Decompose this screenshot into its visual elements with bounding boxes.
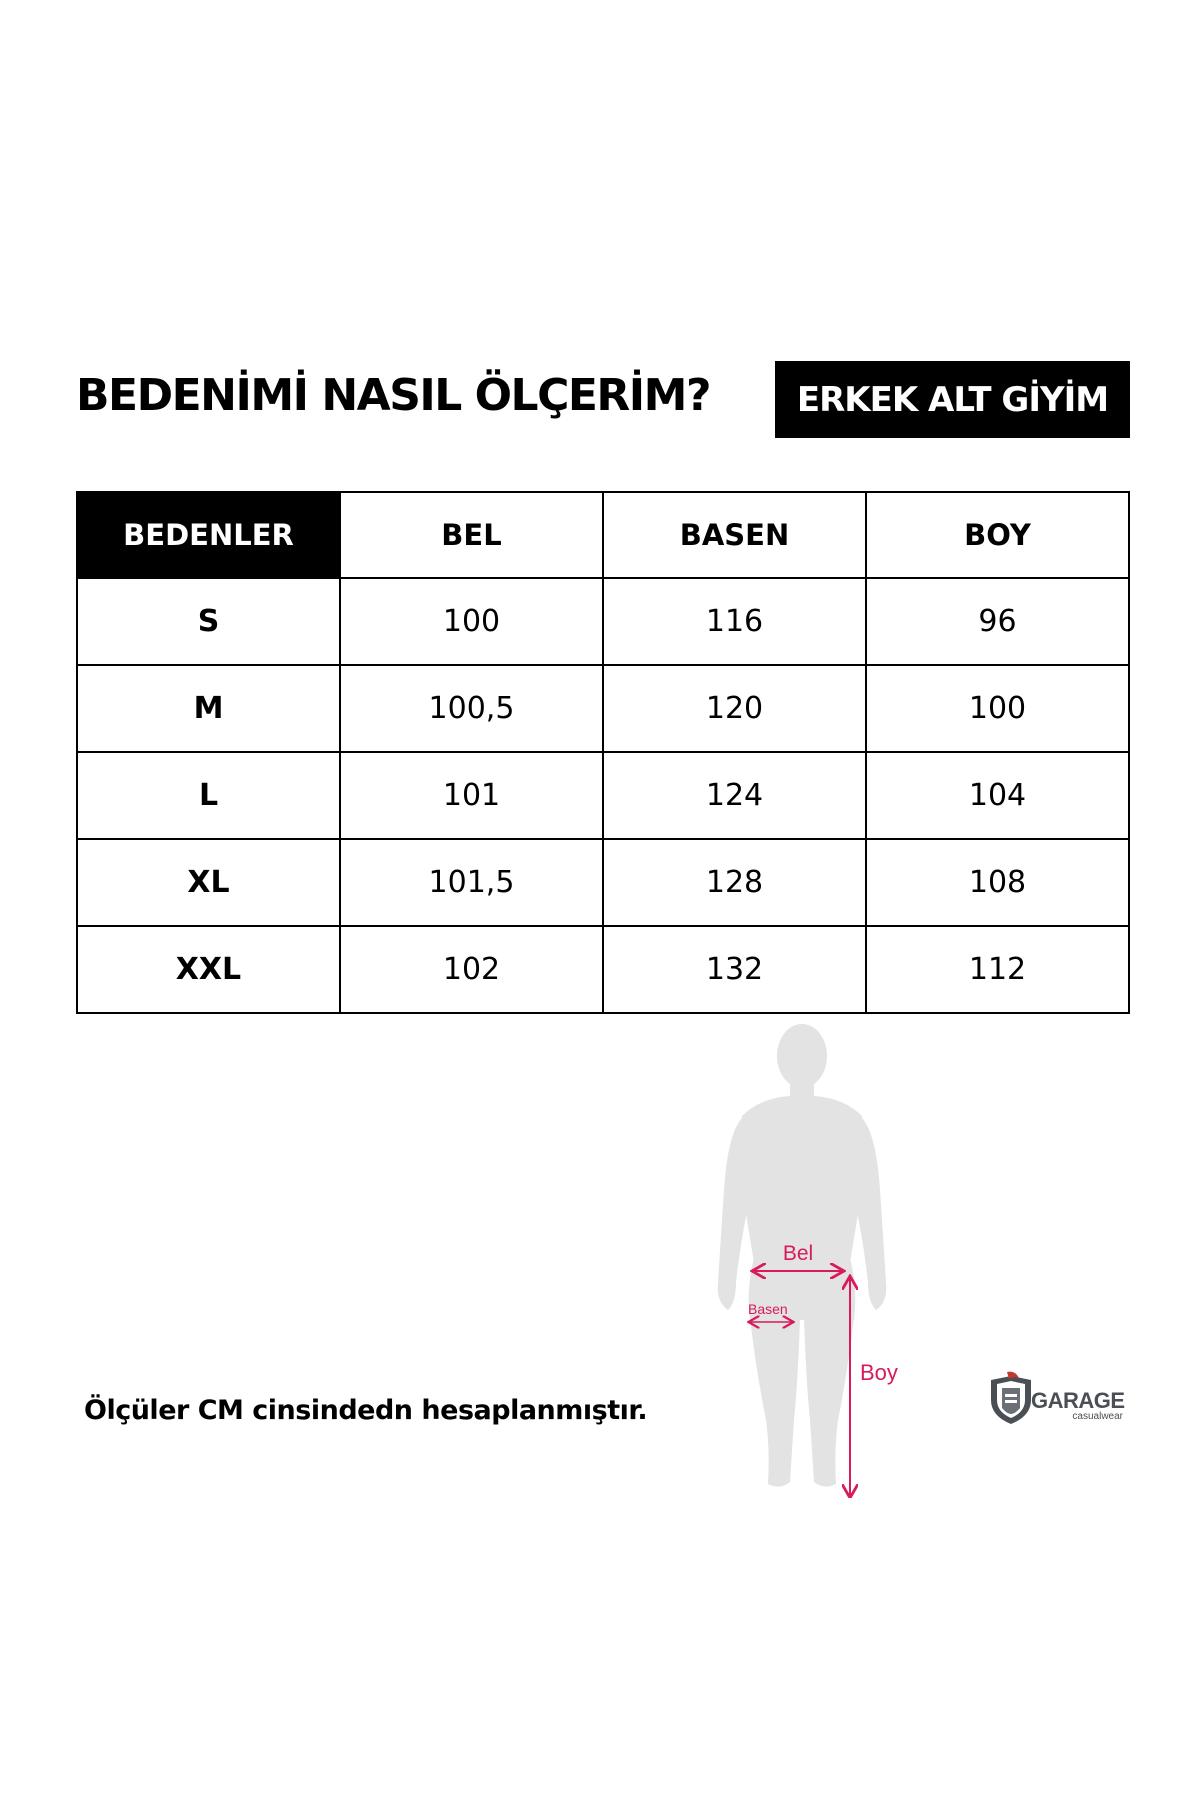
body-measurement-figure <box>700 1020 940 1498</box>
size-cell: L <box>77 752 340 839</box>
hip-cell: 120 <box>603 665 866 752</box>
size-cell: XXL <box>77 926 340 1013</box>
waist-label: Bel <box>782 1242 814 1265</box>
size-table <box>76 491 1130 1014</box>
length-cell: 108 <box>866 839 1129 926</box>
size-cell: XL <box>77 839 340 926</box>
hip-cell: 128 <box>603 839 866 926</box>
table-row <box>77 578 1129 665</box>
brand-tagline: casualwear <box>1072 1411 1123 1422</box>
length-cell: 96 <box>866 578 1129 665</box>
size-cell: M <box>77 665 340 752</box>
waist-cell: 102 <box>340 926 603 1013</box>
category-badge: ERKEK ALT GİYİM <box>775 361 1130 438</box>
page-title: BEDENİMİ NASIL ÖLÇERİM? <box>76 370 710 421</box>
length-label: Boy <box>860 1360 898 1385</box>
knight-helmet-icon <box>991 1372 1031 1424</box>
waist-cell: 100 <box>340 578 603 665</box>
table-header-row <box>77 492 1129 578</box>
header-waist: BEL <box>340 492 603 578</box>
waist-cell: 101,5 <box>340 839 603 926</box>
size-cell: S <box>77 578 340 665</box>
brand-name: GARAGE <box>1031 1388 1125 1413</box>
waist-cell: 101 <box>340 752 603 839</box>
hip-label: Basen <box>748 1301 788 1317</box>
table-row <box>77 926 1129 1013</box>
table-row <box>77 665 1129 752</box>
hip-cell: 132 <box>603 926 866 1013</box>
length-cell: 104 <box>866 752 1129 839</box>
hip-cell: 124 <box>603 752 866 839</box>
measurement-note: Ölçüler CM cinsindedn hesaplanmıştır. <box>84 1395 648 1426</box>
brand-logo <box>985 1370 1125 1426</box>
waist-cell: 100,5 <box>340 665 603 752</box>
table-row <box>77 839 1129 926</box>
length-cell: 112 <box>866 926 1129 1013</box>
hip-cell: 116 <box>603 578 866 665</box>
header-hip: BASEN <box>603 492 866 578</box>
header-sizes: BEDENLER <box>77 492 340 578</box>
length-cell: 100 <box>866 665 1129 752</box>
header-length: BOY <box>866 492 1129 578</box>
table-row <box>77 752 1129 839</box>
